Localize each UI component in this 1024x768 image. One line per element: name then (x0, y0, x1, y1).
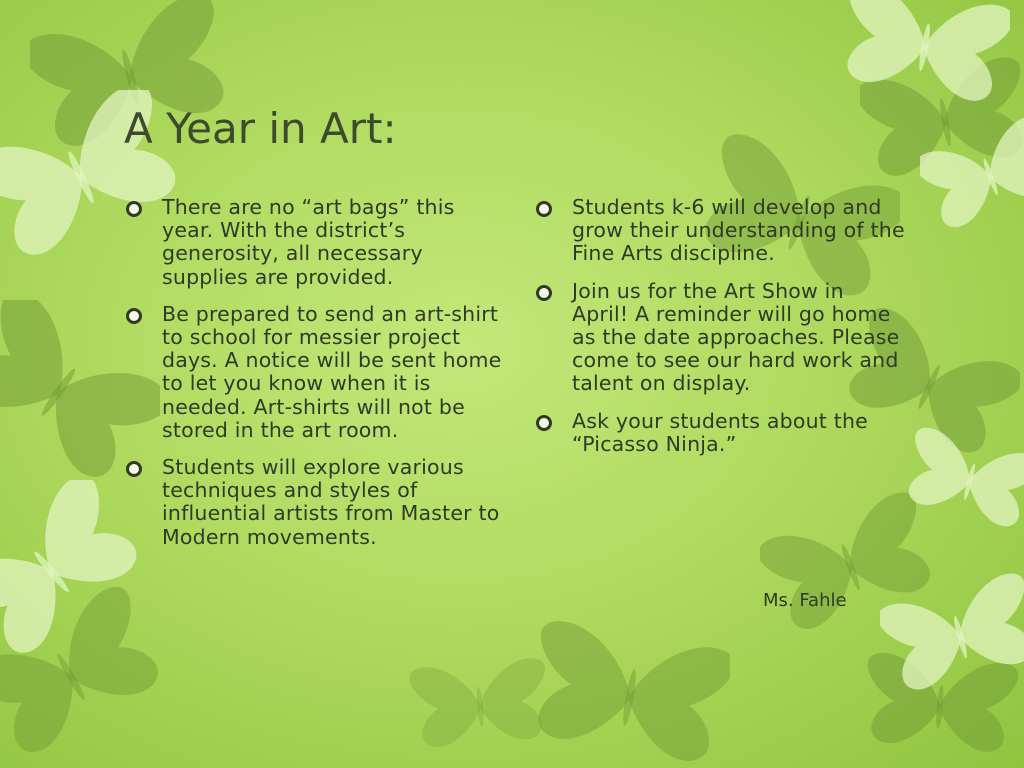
bullet-icon (126, 461, 142, 477)
right-bullet-list (536, 196, 906, 470)
left-bullet-list (126, 196, 506, 563)
list-item-text: Be prepared to send an art-shirt to school for messier project days. A notice will be sent home to let you know when it is needed. Art-shirts will not be stored in the art room. (162, 301, 502, 442)
bullet-icon (536, 201, 552, 217)
list-item (126, 456, 506, 549)
butterfly-icon (530, 620, 730, 768)
bullet-icon (126, 308, 142, 324)
list-item-text: Ask your students about the “Picasso Ninja.” (572, 408, 868, 456)
bullet-icon (126, 201, 142, 217)
bullet-icon (536, 285, 552, 301)
butterfly-icon (0, 480, 140, 660)
list-item (536, 410, 906, 456)
butterfly-icon (840, 0, 1010, 120)
slide-title: A Year in Art: (124, 104, 397, 153)
butterfly-icon (880, 560, 1024, 710)
list-item-text: There are no “art bags” this year. With the district’s generosity, all necessary supplies are provided. (162, 195, 455, 289)
butterfly-icon (920, 110, 1024, 240)
butterfly-icon (410, 640, 550, 768)
list-item (536, 196, 906, 266)
butterfly-icon (900, 420, 1024, 540)
list-item-text: Students will explore various techniques and styles of influential artists from Master to Modern movements. (162, 455, 500, 549)
list-item (126, 303, 506, 442)
list-item (536, 280, 906, 396)
bullet-icon (536, 415, 552, 431)
list-item (126, 196, 506, 289)
signature: Ms. Fahle (763, 590, 847, 611)
list-item-text: Join us for the Art Show in April! A reminder will go home as the date approaches. Please come to see our hard work and talent on display. (572, 278, 900, 396)
list-item-text: Students k-6 will develop and grow their understanding of the Fine Arts discipline. (572, 195, 905, 266)
